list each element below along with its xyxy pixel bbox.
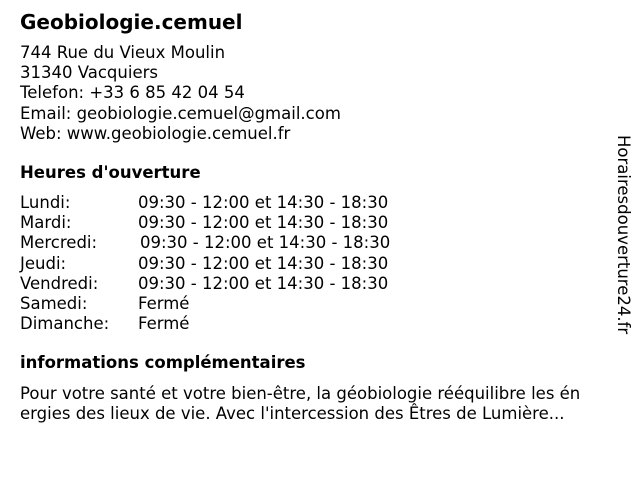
time-value: 09:30 - 12:00 et 14:30 - 18:30	[140, 233, 391, 253]
day-label: Jeudi:	[20, 253, 67, 273]
additional-info-heading: informations complémentaires	[20, 353, 306, 372]
day-label: Mercredi:	[20, 233, 98, 253]
additional-info-text	[20, 384, 580, 425]
opening-hours-heading: Heures d'ouverture	[20, 163, 201, 182]
watermark	[612, 135, 634, 343]
business-name: Geobiologie.cemuel	[20, 10, 243, 34]
time-value: 09:30 - 12:00 et 14:30 - 18:30	[138, 273, 389, 293]
time-value: Fermé	[138, 293, 190, 313]
contact-block	[20, 43, 341, 144]
watermark-text: Horairesdouverture24.fr	[614, 135, 633, 335]
day-label: Samedi:	[20, 293, 88, 313]
website-line: Web: www.geobiologie.cemuel.fr	[20, 123, 291, 143]
email-line: Email: geobiologie.cemuel@gmail.com	[20, 103, 341, 123]
day-label: Lundi:	[20, 193, 71, 212]
time-value: 09:30 - 12:00 et 14:30 - 18:30	[138, 193, 389, 212]
description-line-2: ergies des lieux de vie. Avec l'intercession des Êtres de Lumière...	[20, 404, 565, 424]
day-label: Vendredi:	[20, 273, 99, 293]
address-city: 31340 Vacquiers	[20, 63, 158, 83]
phone-line: Telefon: +33 6 85 42 04 54	[20, 83, 245, 103]
time-value: Fermé	[138, 314, 190, 334]
day-label: Dimanche:	[20, 314, 110, 334]
description-line-1: Pour votre santé et votre bien-être, la géobiologie rééquilibre les én	[20, 384, 581, 403]
time-value: 09:30 - 12:00 et 14:30 - 18:30	[138, 213, 389, 233]
address-street: 744 Rue du Vieux Moulin	[20, 43, 226, 62]
time-value: 09:30 - 12:00 et 14:30 - 18:30	[138, 253, 389, 273]
day-label: Mardi:	[20, 213, 72, 233]
